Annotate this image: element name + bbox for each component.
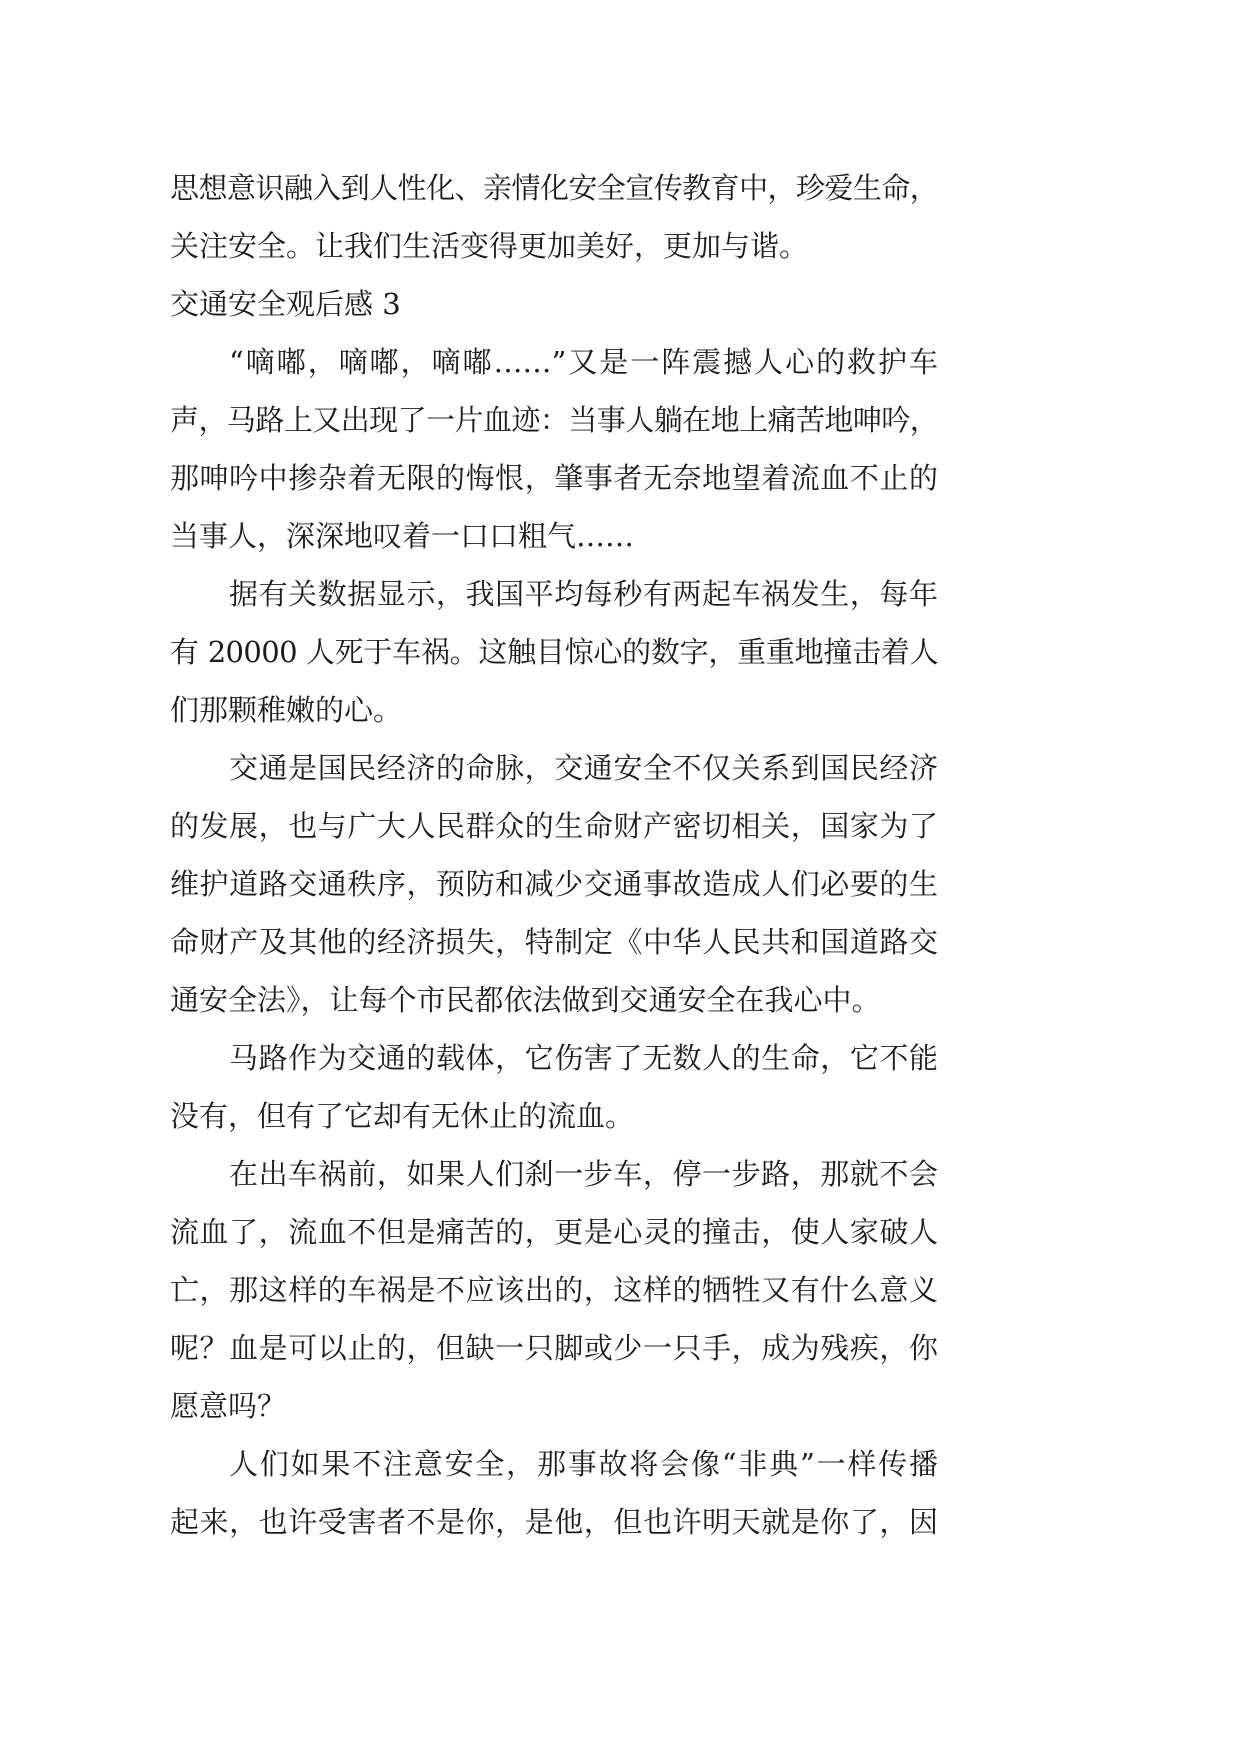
paragraph-line: 愿意吗？ (170, 1389, 287, 1423)
paragraph-line: 关注安全。让我们生活变得更加美好，更加与谐。 (170, 229, 809, 263)
paragraph-line: 人们如果不注意安全，那事故将会像“非典”一样传播 (229, 1447, 938, 1481)
paragraph-line: “嘀嘟，嘀嘟，嘀嘟……”又是一阵震撼人心的救护车 (229, 345, 938, 379)
paragraph-line: 亡，那这样的车祸是不应该出的，这样的牺牲又有什么意义 (170, 1273, 938, 1307)
paragraph-line: 在出车祸前，如果人们刹一步车，停一步路，那就不会 (229, 1157, 938, 1191)
paragraph (170, 1029, 938, 1145)
paragraph-line: 思想意识融入到人性化、亲情化安全宣传教育中，珍爱生命， (170, 171, 938, 205)
paragraph-line: 们那颗稚嫩的心。 (170, 693, 403, 727)
paragraph (170, 333, 938, 565)
paragraph-line: 的发展，也与广大人民群众的生命财产密切相关，国家为了 (170, 809, 938, 843)
paragraph-line: 当事人，深深地叹着一口口粗气…… (170, 519, 635, 553)
paragraph-line: 那呻吟中掺杂着无限的悔恨，肇事者无奈地望着流血不止的 (170, 461, 938, 495)
paragraph-line: 有 20000 人死于车祸。这触目惊心的数字，重重地撞击着人 (170, 635, 938, 669)
paragraph-line: 据有关数据显示，我国平均每秒有两起车祸发生，每年 (229, 577, 938, 611)
paragraph-line: 声，马路上又出现了一片血迹：当事人躺在地上痛苦地呻吟， (170, 403, 938, 437)
paragraph-line: 维护道路交通秩序，预防和减少交通事故造成人们必要的生 (170, 867, 938, 901)
paragraph (170, 565, 938, 739)
paragraph-line: 没有，但有了它却有无休止的流血。 (170, 1099, 635, 1133)
paragraph-line: 起来，也许受害者不是你，是他，但也许明天就是你了，因 (170, 1505, 938, 1539)
paragraph-line: 交通是国民经济的命脉，交通安全不仅关系到国民经济 (229, 751, 938, 785)
paragraph (170, 1145, 938, 1435)
paragraph-line: 命财产及其他的经济损失，特制定《中华人民共和国道路交 (170, 925, 938, 959)
paragraph (170, 739, 938, 1029)
text-body (170, 159, 938, 1551)
paragraph-line: 呢？血是可以止的，但缺一只脚或少一只手，成为残疾，你 (170, 1331, 938, 1365)
paragraph-line: 通安全法》，让每个市民都依法做到交通安全在我心中。 (170, 983, 881, 1017)
carryover-paragraph (170, 159, 938, 275)
section-heading: 交通安全观后感 3 (170, 287, 401, 321)
paragraph-line: 流血了，流血不但是痛苦的，更是心灵的撞击，使人家破人 (170, 1215, 938, 1249)
paragraph (170, 1435, 938, 1551)
paragraph-line: 马路作为交通的载体，它伤害了无数人的生命，它不能 (229, 1041, 938, 1075)
